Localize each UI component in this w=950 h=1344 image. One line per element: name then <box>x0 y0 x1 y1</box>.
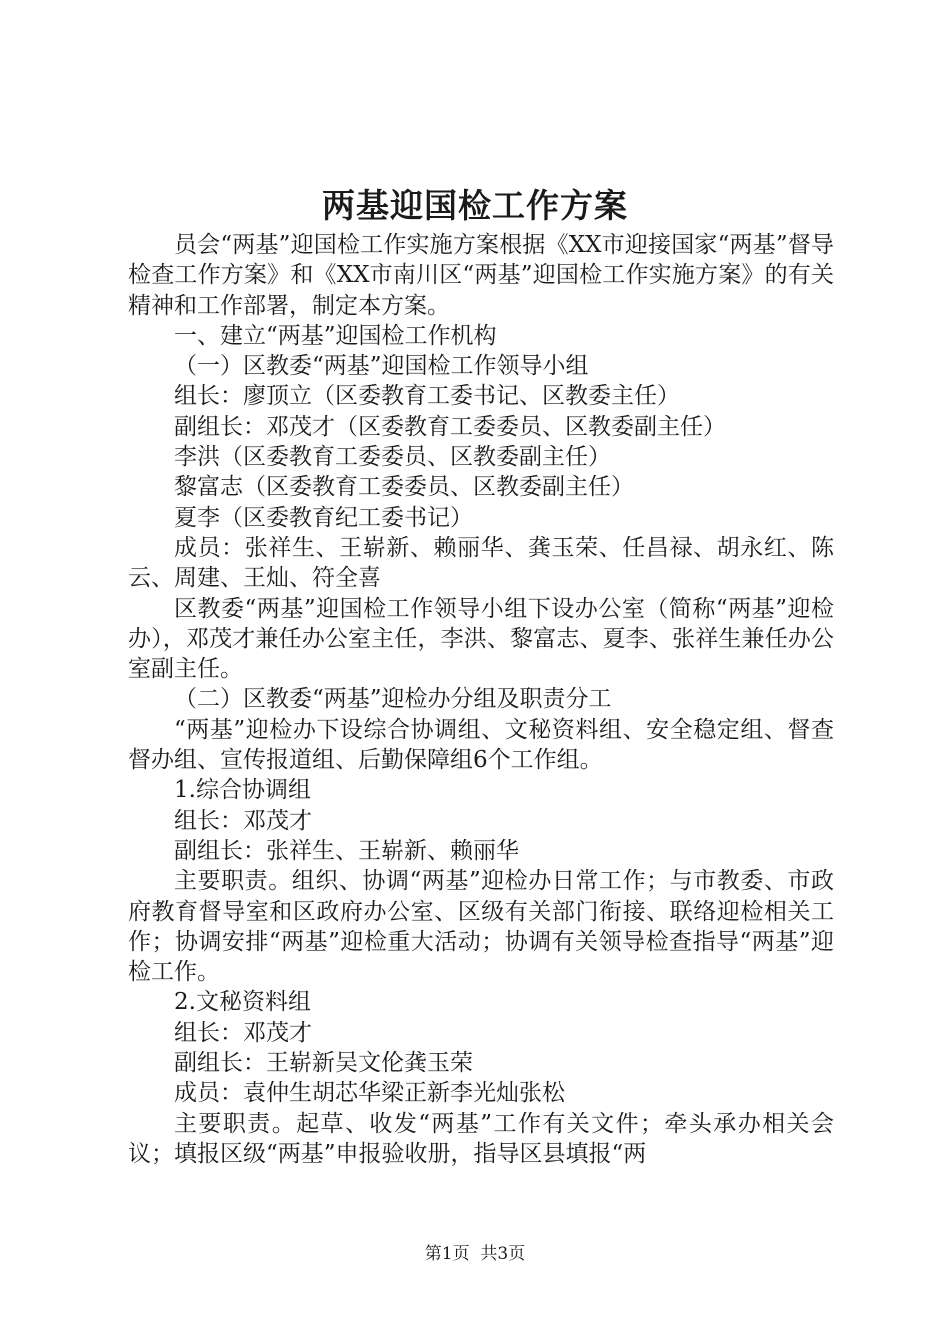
line-group-2-deputy: 副组长：王崭新吴文伦龚玉荣 <box>174 1050 473 1077</box>
paragraph-work-groups: “两基”迎检办下设综合协调组、文秘资料组、安全稳定组、督查督办组、宣传报道组、后勤保障组6个工作组。 <box>128 716 834 774</box>
paragraph-members: 成员：张祥生、王崭新、赖丽华、龚玉荣、任昌禄、胡永红、陈云、周建、王灿、符全喜 <box>128 534 834 592</box>
line-deputy-xiali: 夏李（区委教育纪工委书记） <box>174 504 473 531</box>
line-group-1-deputy: 副组长：张祥生、王崭新、赖丽华 <box>174 837 519 864</box>
heading-subsection-1: （一）区教委“两基”迎国检工作领导小组 <box>174 353 589 380</box>
paragraph-group-2-duties: 主要职责。起草、收发“两基”工作有关文件；牵头承办相关会议；填报区级“两基”申报验收册，指导区县填报“两 <box>128 1110 834 1167</box>
heading-group-2: 2.文秘资料组 <box>174 989 311 1016</box>
line-group-leader: 组长：廖顶立（区委教育工委书记、区教委主任） <box>174 383 680 410</box>
page-footer <box>0 1242 950 1266</box>
heading-section-1: 一、建立“两基”迎国检工作机构 <box>174 322 497 349</box>
line-group-1-leader: 组长：邓茂才 <box>174 807 312 834</box>
page-total: 共3页 <box>480 1244 526 1264</box>
line-deputy-lihong: 李洪（区委教育工委委员、区教委副主任） <box>174 444 611 471</box>
document-body <box>128 230 834 1169</box>
line-group-2-leader: 组长：邓茂才 <box>174 1019 312 1046</box>
line-deputy-leader: 副组长：邓茂才（区委教育工委委员、区教委副主任） <box>174 413 726 440</box>
paragraph-office: 区教委“两基”迎国检工作领导小组下设办公室（简称“两基”迎检办），邓茂才兼任办公室主任，李洪、黎富志、夏李、张祥生兼任办公室副主任。 <box>128 595 834 683</box>
page-number: 第1页 <box>424 1244 470 1264</box>
heading-subsection-2: （二）区教委“两基”迎检办分组及职责分工 <box>174 686 612 713</box>
line-deputy-lifuzhi: 黎富志（区委教育工委委员、区教委副主任） <box>174 474 634 501</box>
heading-group-1: 1.综合协调组 <box>174 777 311 804</box>
document-title: 两基迎国检工作方案 <box>322 186 628 225</box>
paragraph-group-1-duties: 主要职责。组织、协调“两基”迎检办日常工作；与市教委、市政府教育督导室和区政府办公室、区级有关部门衔接、联络迎检相关工作；协调安排“两基”迎检重大活动；协调有关领导检查指导“两基”迎检工作。 <box>128 868 834 986</box>
line-group-2-members: 成员：袁仲生胡芯华梁正新李光灿张松 <box>174 1080 565 1107</box>
paragraph-intro: 员会“两基”迎国检工作实施方案根据《XX市迎接国家“两基”督导检查工作方案》和《XX市南川区“两基”迎国检工作实施方案》的有关精神和工作部署，制定本方案。 <box>128 232 834 319</box>
